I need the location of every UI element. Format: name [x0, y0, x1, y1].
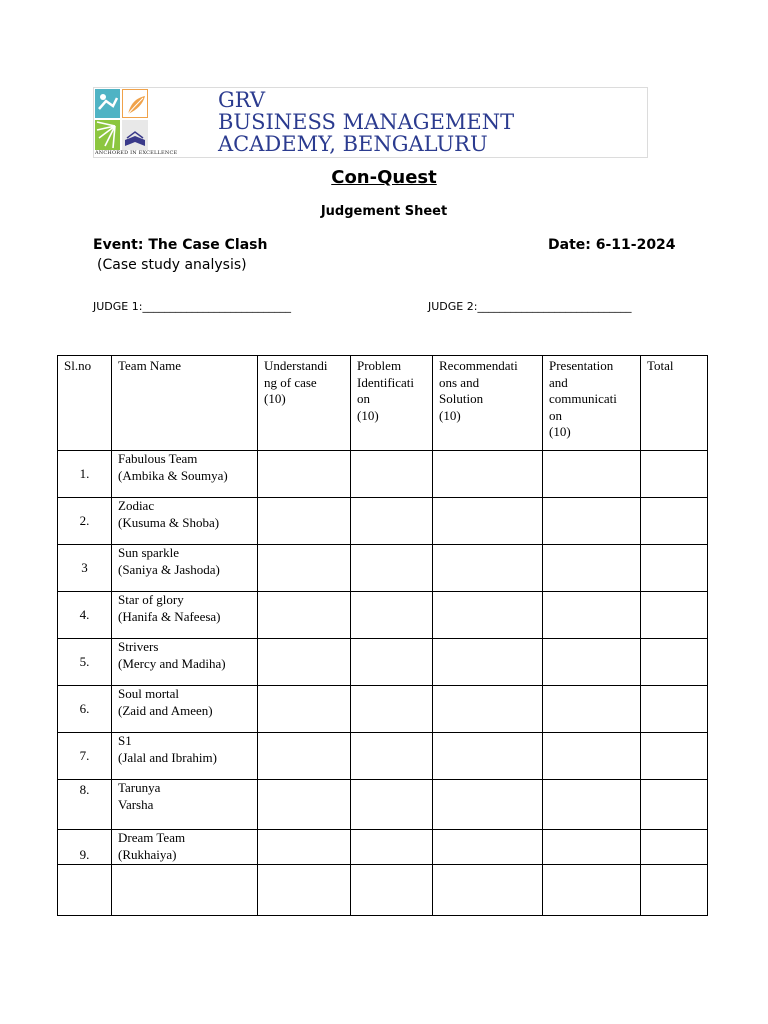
score-cell[interactable] — [351, 865, 433, 916]
logo-tagline: ANCHORED IN EXCELLENCE — [95, 150, 178, 156]
score-cell[interactable] — [258, 686, 351, 733]
header-total: Total — [641, 356, 708, 451]
score-cell[interactable] — [433, 451, 543, 498]
row-team: Star of glory (Hanifa & Nafeesa) — [112, 592, 258, 639]
event-description: (Case study analysis) — [97, 257, 247, 273]
score-cell[interactable] — [258, 639, 351, 686]
table-row-empty — [58, 865, 708, 916]
total-cell[interactable] — [641, 686, 708, 733]
row-slno — [58, 865, 112, 916]
row-team: Tarunya Varsha — [112, 780, 258, 830]
score-cell[interactable] — [433, 686, 543, 733]
row-slno: 6. — [58, 686, 112, 733]
score-cell[interactable] — [433, 733, 543, 780]
total-cell[interactable] — [641, 780, 708, 830]
score-cell[interactable] — [543, 733, 641, 780]
table-row — [58, 592, 708, 639]
logo-leaf-tile — [122, 89, 148, 118]
row-slno: 9. — [58, 830, 112, 865]
score-cell[interactable] — [258, 451, 351, 498]
row-team: S1 (Jalal and Ibrahim) — [112, 733, 258, 780]
score-cell[interactable] — [433, 498, 543, 545]
academy-name-line: ACADEMY, BENGALURU — [218, 132, 488, 156]
score-cell[interactable] — [433, 592, 543, 639]
row-team: Dream Team (Rukhaiya) — [112, 830, 258, 865]
score-cell[interactable] — [351, 451, 433, 498]
total-cell[interactable] — [641, 545, 708, 592]
score-cell[interactable] — [351, 498, 433, 545]
total-cell[interactable] — [641, 733, 708, 780]
table-row — [58, 686, 708, 733]
score-cell[interactable] — [433, 639, 543, 686]
score-cell[interactable] — [543, 865, 641, 916]
header-slno: Sl.no — [58, 356, 112, 451]
score-cell[interactable] — [258, 545, 351, 592]
score-cell[interactable] — [543, 545, 641, 592]
judge-1-line: JUDGE 1:___________________________ — [93, 300, 291, 313]
table-row — [58, 780, 708, 830]
table-row — [58, 498, 708, 545]
table-header-row — [58, 356, 708, 451]
document-title: Con-Quest — [331, 167, 437, 188]
row-team: Strivers (Mercy and Madiha) — [112, 639, 258, 686]
row-team: Zodiac (Kusuma & Shoba) — [112, 498, 258, 545]
total-cell[interactable] — [641, 498, 708, 545]
score-cell[interactable] — [351, 545, 433, 592]
row-slno: 2. — [58, 498, 112, 545]
row-team: Fabulous Team (Ambika & Soumya) — [112, 451, 258, 498]
score-cell[interactable] — [433, 780, 543, 830]
row-slno: 4. — [58, 592, 112, 639]
score-cell[interactable] — [258, 498, 351, 545]
table-row — [58, 451, 708, 498]
academy-name — [218, 89, 514, 155]
row-team: Soul mortal (Zaid and Ameen) — [112, 686, 258, 733]
logo-book-tile — [122, 120, 148, 150]
event-name: Event: The Case Clash — [93, 237, 268, 253]
header-problem-identification: Problem Identificati on (10) — [351, 356, 433, 451]
document-subtitle: Judgement Sheet — [320, 204, 448, 219]
row-slno: 7. — [58, 733, 112, 780]
score-cell[interactable] — [543, 780, 641, 830]
header-understanding: Understandi ng of case (10) — [258, 356, 351, 451]
score-cell[interactable] — [258, 830, 351, 865]
score-cell[interactable] — [351, 830, 433, 865]
total-cell[interactable] — [641, 639, 708, 686]
score-cell[interactable] — [351, 639, 433, 686]
score-cell[interactable] — [433, 865, 543, 916]
score-cell[interactable] — [433, 830, 543, 865]
table-row — [58, 830, 708, 865]
score-cell[interactable] — [543, 592, 641, 639]
score-cell[interactable] — [258, 592, 351, 639]
score-cell[interactable] — [258, 780, 351, 830]
score-cell[interactable] — [543, 639, 641, 686]
event-date: Date: 6-11-2024 — [548, 237, 676, 253]
header-presentation: Presentation and communicati on (10) — [543, 356, 641, 451]
logo-figure-tile — [95, 89, 120, 118]
score-cell[interactable] — [351, 592, 433, 639]
header-team-name: Team Name — [112, 356, 258, 451]
logo-sunburst-tile — [95, 120, 120, 150]
score-cell[interactable] — [433, 545, 543, 592]
row-slno: 8. — [58, 780, 112, 830]
score-cell[interactable] — [351, 686, 433, 733]
header-recommendations: Recommendati ons and Solution (10) — [433, 356, 543, 451]
row-team: Sun sparkle (Saniya & Jashoda) — [112, 545, 258, 592]
judge-2-line: JUDGE 2:____________________________ — [428, 300, 632, 313]
academy-name-line: BUSINESS MANAGEMENT — [218, 110, 515, 134]
academy-name-line: GRV — [218, 88, 266, 112]
row-team — [112, 865, 258, 916]
score-cell[interactable] — [258, 865, 351, 916]
total-cell[interactable] — [641, 830, 708, 865]
score-cell[interactable] — [543, 686, 641, 733]
academy-logo — [93, 87, 648, 158]
total-cell[interactable] — [641, 592, 708, 639]
score-cell[interactable] — [543, 451, 641, 498]
judgement-table — [57, 355, 708, 916]
score-cell[interactable] — [351, 780, 433, 830]
score-cell[interactable] — [543, 498, 641, 545]
table-row — [58, 545, 708, 592]
score-cell[interactable] — [258, 733, 351, 780]
table-row — [58, 639, 708, 686]
total-cell[interactable] — [641, 865, 708, 916]
total-cell[interactable] — [641, 451, 708, 498]
score-cell[interactable] — [543, 830, 641, 865]
score-cell[interactable] — [351, 733, 433, 780]
row-slno: 1. — [58, 451, 112, 498]
table-row — [58, 733, 708, 780]
row-slno: 5. — [58, 639, 112, 686]
row-slno: 3 — [58, 545, 112, 592]
